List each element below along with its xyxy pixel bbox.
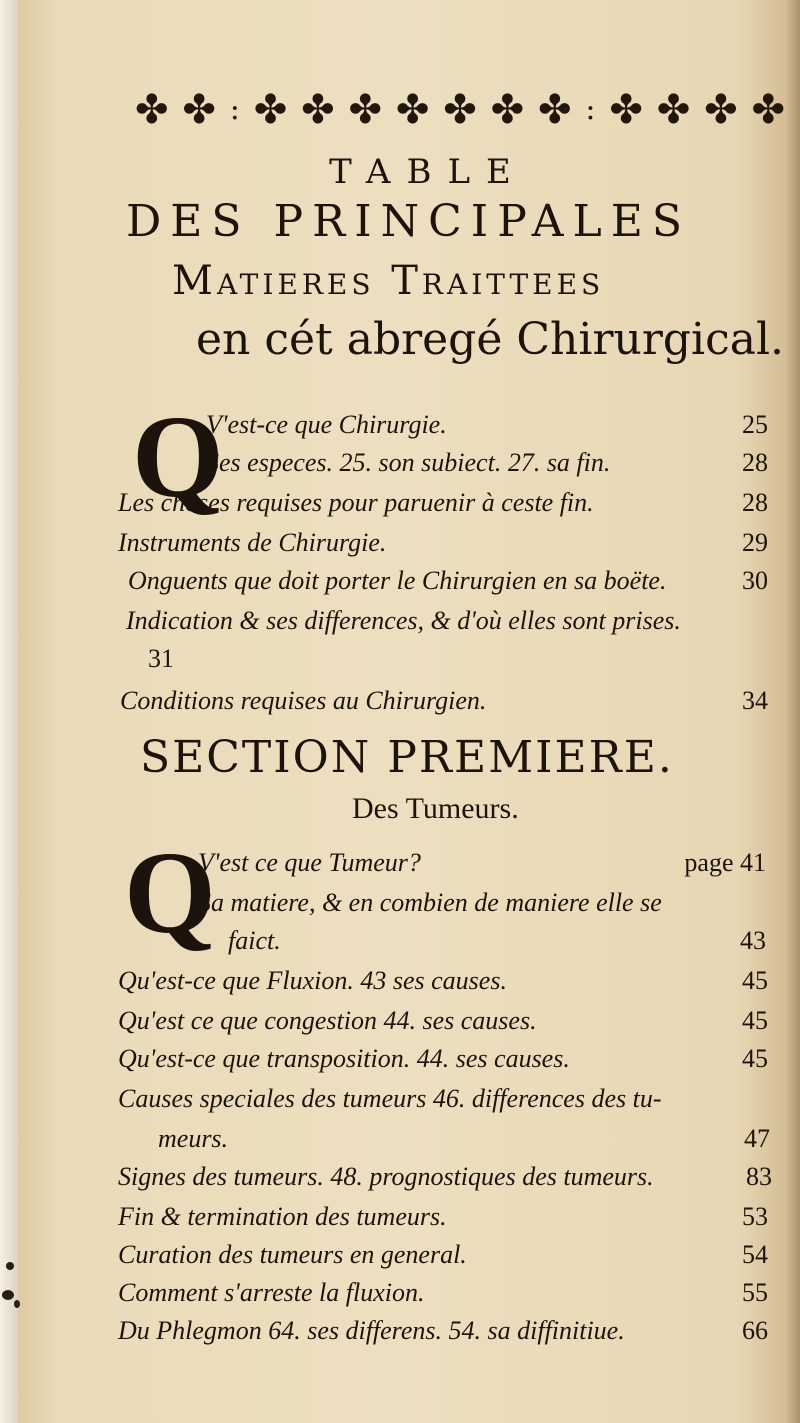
toc-entry xyxy=(118,966,768,1006)
toc-entry-page: 28 xyxy=(742,448,768,477)
toc-entry xyxy=(118,1006,768,1046)
ink-speck xyxy=(2,1290,14,1300)
ink-speck xyxy=(14,1300,20,1308)
toc-entry-page: 66 xyxy=(742,1316,768,1345)
toc-entry-page: 25 xyxy=(742,410,768,439)
toc-entry-text: faict. xyxy=(228,926,281,955)
ornament-fleuron: ✤ xyxy=(609,87,643,133)
toc-entry xyxy=(118,528,768,568)
toc-entry-page: 45 xyxy=(742,1006,768,1035)
title-principales: DES PRINCIPALES xyxy=(126,196,692,247)
toc-entry-text: Conditions requises au Chirurgien. xyxy=(120,686,487,715)
toc-entry-page: 45 xyxy=(742,1044,768,1073)
page-binding-edge xyxy=(0,0,18,1423)
toc-entry-text: Onguents que doit porter le Chirurgien en sa boëte. xyxy=(128,566,667,595)
toc-entry xyxy=(128,566,768,606)
toc-entry-page: 54 xyxy=(742,1240,768,1269)
toc-entry xyxy=(118,1044,768,1084)
toc-entry-page: 34 xyxy=(742,686,768,715)
ornament-fleuron: ✤ xyxy=(182,87,216,133)
toc-entry-text: meurs. xyxy=(158,1124,229,1153)
toc-entry xyxy=(118,1316,768,1356)
title-matieres: Matieres Traittees xyxy=(172,258,605,304)
toc-entry-page: page 41 xyxy=(684,848,766,877)
toc-entry xyxy=(118,1084,772,1124)
toc-entry-page: 30 xyxy=(742,566,768,595)
toc-entry xyxy=(120,686,768,726)
toc-entry xyxy=(228,926,766,966)
toc-entry-text: Causes speciales des tumeurs 46. differences des tu- xyxy=(118,1084,662,1113)
title-table: TABLE xyxy=(329,152,527,192)
toc-entry xyxy=(206,410,768,450)
ornament-fleuron: ✤ xyxy=(537,87,572,133)
toc-entry-page: 29 xyxy=(742,528,768,557)
toc-entry-text: Comment s'arreste la fluxion. xyxy=(118,1278,425,1307)
toc-entry xyxy=(118,1202,768,1242)
ornament-fleuron: ✤ xyxy=(135,87,169,133)
toc-entry-page: 28 xyxy=(742,488,768,517)
toc-entry-text: Indication & ses differences, & d'où elles sont prises. xyxy=(126,606,681,635)
ornament-band xyxy=(135,84,785,136)
toc-entry-page: 47 xyxy=(744,1124,770,1153)
toc-entry xyxy=(118,488,768,528)
toc-entry-page: 43 xyxy=(740,926,766,955)
toc-entry-text: Curation des tumeurs en general. xyxy=(118,1240,467,1269)
toc-entry xyxy=(158,1124,770,1164)
toc-entry-text: V'est ce que Tumeur? xyxy=(198,848,421,877)
toc-entry-text: Qu'est-ce que Fluxion. 43 ses causes. xyxy=(118,966,507,995)
ornament-fleuron: ✤ xyxy=(253,87,288,133)
section-subtitle: Des Tumeurs. xyxy=(352,792,519,825)
ornament-fleuron: ✤ xyxy=(656,87,691,133)
section-dropcap: Q xyxy=(124,827,216,958)
toc-entry xyxy=(126,606,776,646)
ink-speck xyxy=(6,1262,14,1270)
ornament-fleuron: ✤ xyxy=(490,87,525,133)
ornament-fleuron: ✤ xyxy=(751,87,785,133)
toc-entry xyxy=(118,1240,768,1280)
toc-entry xyxy=(118,1278,768,1318)
toc-entry-text: Qu'est-ce que transposition. 44. ses causes. xyxy=(118,1044,570,1073)
ornament-separator: : xyxy=(585,92,596,127)
ornament-fleuron: ✤ xyxy=(443,87,477,133)
toc-entry-text: V'est-ce que Chirurgie. xyxy=(206,410,447,439)
toc-entry xyxy=(148,644,348,684)
toc-entry-text: Ses especes. 25. son subiect. 27. sa fin. xyxy=(206,448,611,477)
ornament-fleuron: ✤ xyxy=(348,87,382,133)
toc-entry-page: 55 xyxy=(742,1278,768,1307)
toc-entry-text: Qu'est ce que congestion 44. ses causes. xyxy=(118,1006,537,1035)
toc-entry-page: 83 xyxy=(746,1162,772,1191)
toc-entry xyxy=(206,448,768,488)
intro-dropcap: Q xyxy=(132,391,224,522)
toc-entry xyxy=(198,888,776,928)
toc-entry-text: Instruments de Chirurgie. xyxy=(118,528,387,557)
title-subtitle: en cét abregé Chirurgical. xyxy=(196,314,785,365)
toc-entry xyxy=(118,1162,772,1202)
ornament-fleuron: ✤ xyxy=(395,87,430,133)
toc-entry-text: Les choses requises pour paruenir à ceste fin. xyxy=(118,488,594,517)
toc-entry-text: 31 xyxy=(148,644,174,673)
toc-entry-page: 53 xyxy=(742,1202,768,1231)
toc-entry-text: Signes des tumeurs. 48. prognostiques des tumeurs. xyxy=(118,1162,654,1191)
toc-entry xyxy=(198,848,766,888)
toc-entry-text: Sa matiere, & en combien de maniere elle se xyxy=(198,888,662,917)
ornament-separator: : xyxy=(229,92,240,127)
toc-entry-text: Du Phlegmon 64. ses differens. 54. sa diffinitiue. xyxy=(118,1316,625,1345)
ornament-fleuron: ✤ xyxy=(704,87,738,133)
section-title: SECTION PREMIERE. xyxy=(140,732,674,783)
toc-entry-text: Fin & termination des tumeurs. xyxy=(118,1202,447,1231)
toc-entry-page: 45 xyxy=(742,966,768,995)
ornament-fleuron: ✤ xyxy=(301,87,335,133)
